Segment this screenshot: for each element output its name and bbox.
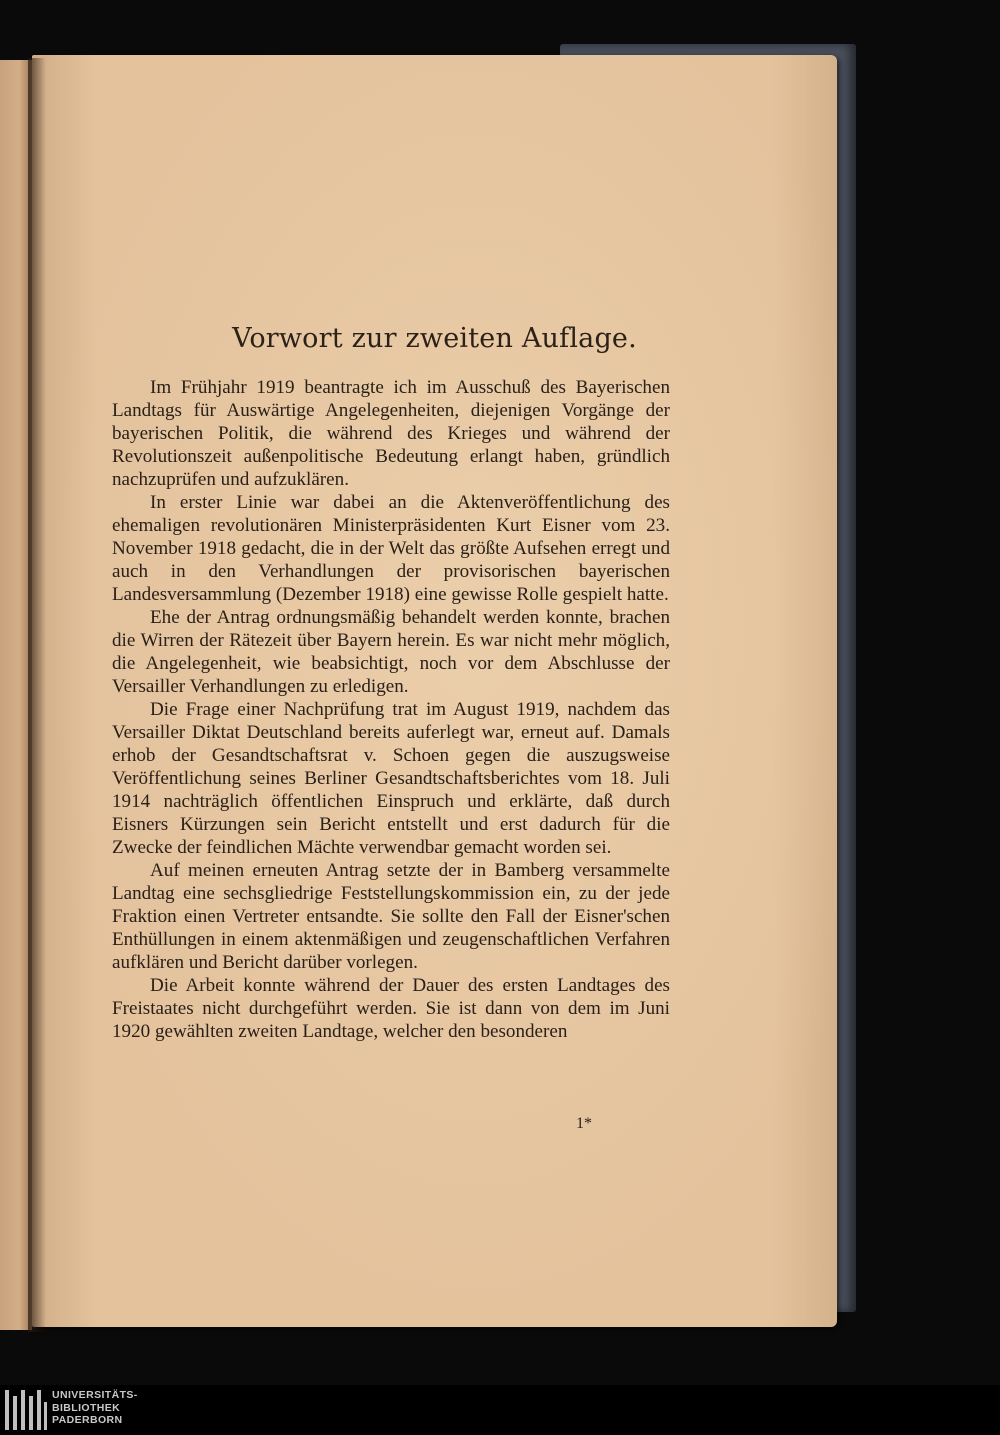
- footer-bar: [0, 1385, 1000, 1435]
- page-title: Vorwort zur zweiten Auflage.: [232, 323, 637, 354]
- right-page: [32, 55, 837, 1327]
- body-text: [112, 376, 670, 1043]
- library-name: [52, 1389, 138, 1427]
- page-number: 1*: [576, 1115, 592, 1132]
- library-name-line: PADERBORN: [52, 1414, 123, 1426]
- gutter-shadow: [28, 58, 46, 1332]
- paragraph: Ehe der Antrag ordnungsmäßig behandelt werden konnte, brachen die Wirren der Rätezeit über Bayern herein. Es war nicht mehr möglich, die Angelegenheit, wie beabsichtigt, noch vor dem Abschlusse der Versailler Verhandlungen zu erledigen.: [112, 607, 670, 697]
- library-logo-icon: [4, 1388, 48, 1432]
- paragraph: Die Frage einer Nachprüfung trat im August 1919, nachdem das Versailler Diktat Deutschland bereits auferlegt war, erneut auf. Damals erhob der Gesandtschaftsrat v. Schoen gegen die auszugsweise Veröffentlichung seines Berliner Gesandtschaftsberichtes vom 18. Juli 1914 nachträglich öffentlichen Einspruch und erklärte, daß durch Eisners Kürzungen sein Bericht entstellt und erst dadurch für die Zwecke der feindlichen Mächte verwendbar gemacht worden sei.: [112, 699, 670, 858]
- paragraph: Die Arbeit konnte während der Dauer des ersten Landtages des Freistaates nicht durchgeführt werden. Sie ist dann von dem im Juni 1920 gewählten zweiten Landtage, welcher den besonderen: [112, 975, 670, 1042]
- paragraph: In erster Linie war dabei an die Aktenveröffentlichung des ehemaligen revolutionären Ministerpräsidenten Kurt Eisner vom 23. November 1918 gedacht, die in der Welt das größte Aufsehen erregt und auch in den Verhandlungen der provisorischen bayerischen Landesversammlung (Dezember 1918) eine gewisse Rolle gespielt hatte.: [112, 492, 670, 605]
- library-name-line: UNIVERSITÄTS-: [52, 1389, 138, 1401]
- paragraph: Im Frühjahr 1919 beantragte ich im Ausschuß des Bayerischen Landtags für Auswärtige Angelegenheiten, diejenigen Vorgänge der bayerischen Politik, die während des Krieges und während der Revolutionszeit außenpolitische Bedeutung erlangt haben, gründlich nachzuprüfen und aufzuklären.: [112, 377, 670, 490]
- library-name-line: BIBLIOTHEK: [52, 1401, 121, 1414]
- paragraph: Auf meinen erneuten Antrag setzte der in Bamberg versammelte Landtag eine sechsgliedrige Feststellungskommission ein, zu der jede Fraktion einen Vertreter entsandte. Sie sollte den Fall der Eisner'schen Enthüllungen in einem aktenmäßigen und zeugenschaftlichen Verfahren aufklären und Bericht darüber vorlegen.: [112, 860, 670, 973]
